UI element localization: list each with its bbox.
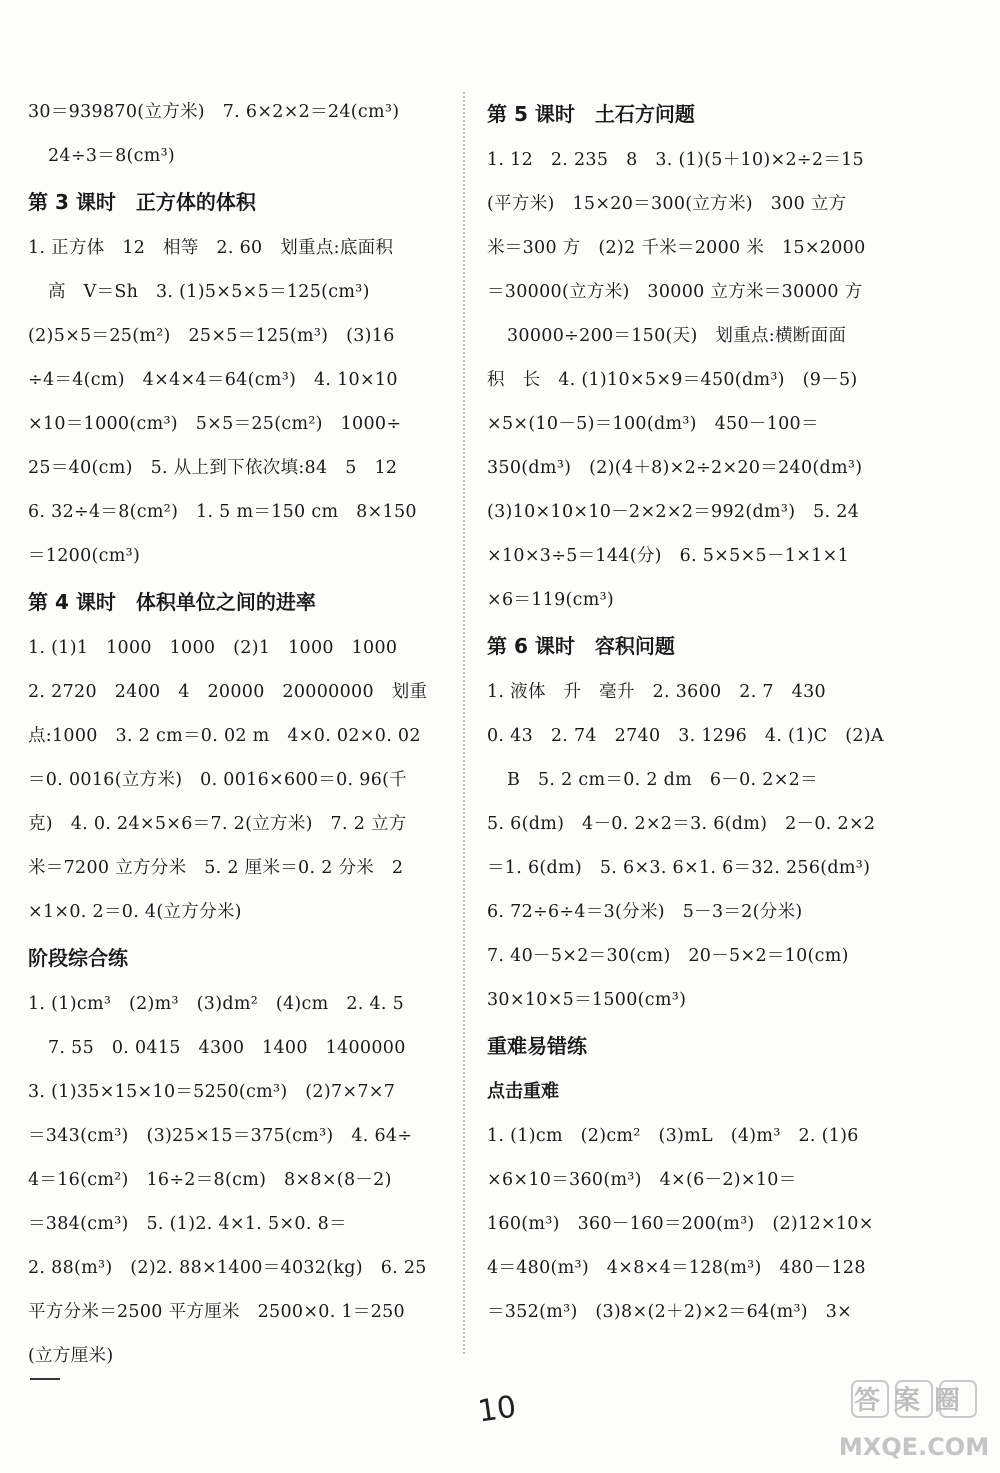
answer-line: 7. 55 0. 0415 4300 1400 1400000 (48, 1038, 406, 1058)
answer-line: ＝0. 0016(立方米) 0. 0016×600＝0. 96(千 (28, 770, 408, 790)
answer-line: 平方分米＝2500 平方厘米 2500×0. 1＝250 (28, 1302, 405, 1322)
answer-line: (平方米) 15×20＝300(立方米) 300 立方 (487, 194, 847, 214)
answer-line: 克) 4. 0. 24×5×6＝7. 2(立方米) 7. 2 立方 (28, 814, 407, 834)
answer-line: 5. 6(dm) 4－0. 2×2＝3. 6(dm) 2－0. 2×2 (487, 814, 876, 834)
column-divider (463, 92, 465, 1354)
answer-line: ＝384(cm³) 5. (1)2. 4×1. 5×0. 8＝ (28, 1214, 347, 1234)
answer-line: ×6×10＝360(m³) 4×(6－2)×10＝ (487, 1170, 797, 1190)
page-number: 10 (475, 1389, 519, 1430)
answer-line: 6. 32÷4＝8(cm²) 1. 5 m＝150 cm 8×150 (28, 502, 417, 522)
answer-line: 2. 88(m³) (2)2. 88×1400＝4032(kg) 6. 25 (28, 1258, 427, 1278)
answer-line: 30000÷200＝150(天) 划重点:横断面面 (507, 326, 847, 346)
footer-rule (30, 1378, 60, 1380)
watermark-text-url: MXQE.COM (838, 1433, 990, 1461)
answer-line: 7. 40－5×2＝30(cm) 20－5×2＝10(cm) (487, 946, 849, 966)
answer-line: (2)5×5＝25(m²) 25×5＝125(m³) (3)16 (28, 326, 395, 346)
subsection-heading: 点击重难 (487, 1081, 559, 1102)
answer-line: 6. 72÷6÷4＝3(分米) 5－3＝2(分米) (487, 902, 803, 922)
answer-line: 24÷3＝8(cm³) (48, 146, 176, 166)
answer-line: B 5. 2 cm＝0. 2 dm 6－0. 2×2＝ (507, 770, 818, 790)
answer-line: (立方厘米) (28, 1346, 114, 1366)
answer-line: ＝1. 6(dm) 5. 6×3. 6×1. 6＝32. 256(dm³) (487, 858, 871, 878)
answer-line: ×6＝119(cm³) (487, 590, 615, 610)
answer-line: 1. (1)cm³ (2)m³ (3)dm² (4)cm 2. 4. 5 (28, 994, 405, 1014)
answer-line: 1. 正方体 12 相等 2. 60 划重点:底面积 (28, 238, 394, 258)
answer-line: ＝352(m³) (3)8×(2＋2)×2＝64(m³) 3× (487, 1302, 853, 1322)
answer-line: ÷4＝4(cm) 4×4×4＝64(cm³) 4. 10×10 (28, 370, 398, 390)
answer-line: 4＝16(cm²) 16÷2＝8(cm) 8×8×(8－2) (28, 1170, 392, 1190)
answer-line: 2. 2720 2400 4 20000 20000000 划重 (28, 682, 428, 702)
section-heading: 第 5 课时 土石方问题 (487, 102, 695, 126)
answer-line: 3. (1)35×15×10＝5250(cm³) (2)7×7×7 (28, 1082, 396, 1102)
watermark-logo (822, 1377, 992, 1467)
section-heading: 重难易错练 (487, 1034, 587, 1058)
answer-line: ×1×0. 2＝0. 4(立方分米) (28, 902, 242, 922)
answer-line: 积 长 4. (1)10×5×9＝450(dm³) (9－5) (487, 370, 858, 390)
answer-line: 30×10×5＝1500(cm³) (487, 990, 687, 1010)
answer-line: ×10×3÷5＝144(分) 6. 5×5×5－1×1×1 (487, 546, 849, 566)
answer-line: ×10＝1000(cm³) 5×5＝25(cm²) 1000÷ (28, 414, 402, 434)
answer-line: 1. (1)cm (2)cm² (3)mL (4)m³ 2. (1)6 (487, 1126, 859, 1146)
answer-line: ×5×(10－5)＝100(dm³) 450－100＝ (487, 414, 819, 434)
answer-line: 1. 液体 升 毫升 2. 3600 2. 7 430 (487, 682, 826, 702)
answer-line: 350(dm³) (2)(4＋8)×2÷2×20＝240(dm³) (487, 458, 863, 478)
section-heading: 第 4 课时 体积单位之间的进率 (28, 590, 316, 614)
answer-line: 0. 43 2. 74 2740 3. 1296 4. (1)C (2)A (487, 726, 884, 746)
section-heading: 阶段综合练 (28, 946, 128, 970)
right-column (487, 90, 907, 1334)
left-column (28, 90, 446, 1378)
answer-line: 米＝300 方 (2)2 千米＝2000 米 15×2000 (487, 238, 866, 258)
answer-line: 1. (1)1 1000 1000 (2)1 1000 1000 (28, 638, 398, 658)
answer-line: 高 V＝Sh 3. (1)5×5×5＝125(cm³) (48, 282, 370, 302)
watermark-text-main: 答案圈 (853, 1386, 975, 1416)
answer-line: 25＝40(cm) 5. 从上到下依次填:84 5 12 (28, 458, 398, 478)
answer-line: 1. 12 2. 235 8 3. (1)(5＋10)×2÷2＝15 (487, 150, 864, 170)
answer-line: 160(m³) 360－160＝200(m³) (2)12×10× (487, 1214, 874, 1234)
answer-line: 点:1000 3. 2 cm＝0. 02 m 4×0. 02×0. 02 (28, 726, 421, 746)
section-heading: 第 6 课时 容积问题 (487, 634, 675, 658)
answer-line: ＝1200(cm³) (28, 546, 141, 566)
answer-line: 米＝7200 立方分米 5. 2 厘米＝0. 2 分米 2 (28, 858, 404, 878)
answer-line: ＝30000(立方米) 30000 立方米＝30000 方 (487, 282, 863, 302)
answer-line: 30＝939870(立方米) 7. 6×2×2＝24(cm³) (28, 102, 400, 122)
section-heading: 第 3 课时 正方体的体积 (28, 190, 256, 214)
answer-line: ＝343(cm³) (3)25×15＝375(cm³) 4. 64÷ (28, 1126, 413, 1146)
answer-line: 4＝480(m³) 4×8×4＝128(m³) 480－128 (487, 1258, 866, 1278)
answer-line: (3)10×10×10－2×2×2＝992(dm³) 5. 24 (487, 502, 860, 522)
